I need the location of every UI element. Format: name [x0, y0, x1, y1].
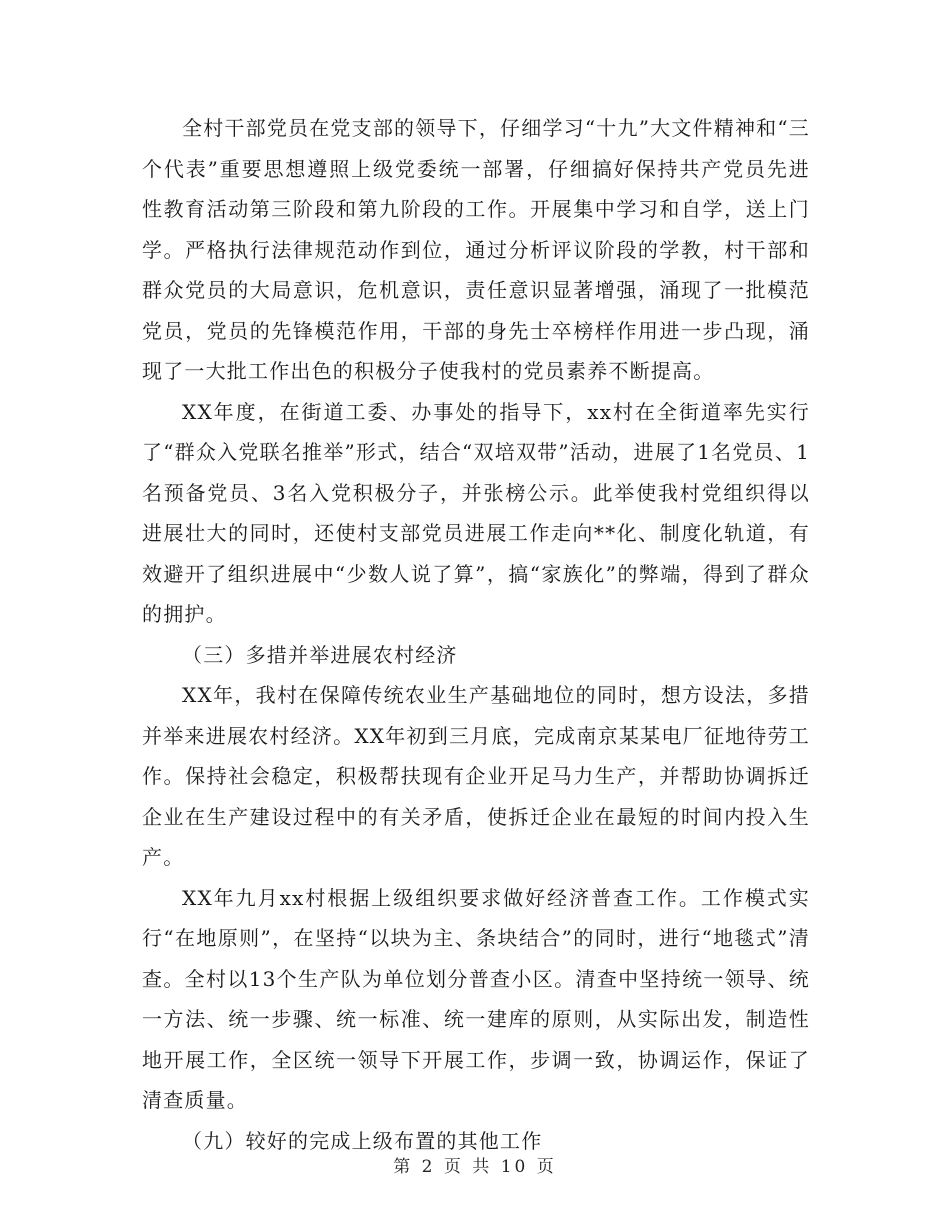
document-body — [142, 108, 810, 1161]
page-number-footer: 第 2 页 共 10 页 — [393, 1157, 557, 1177]
paragraph-rural-economy: XX年，我村在保障传统农业生产基础地位的同时，想方设法，多措并举来进展农村经济。XX年初到三月底，完成南京某某电厂征地待劳工作。保持社会稳定，积极帮扶现有企业开足马力生产，并帮助协调拆迁企业在生产建设过程中的有关矛盾，使拆迁企业在最短的时间内投入生产。 — [142, 683, 810, 869]
paragraph-party-recruitment: XX年度，在街道工委、办事处的指导下，xx村在全街道率先实行了“群众入党联名推举”形式，结合“双培双带”活动，进展了1名党员、1名预备党员、3名入党积极分子，并张榜公示。此举使我村党组织得以进展壮大的同时，还使村支部党员进展工作走向**化、制度化轨道，有效避开了组织进展中“少数人说了算”，搞“家族化”的弊端，得到了群众的拥护。 — [142, 399, 810, 626]
paragraph-economic-census: XX年九月xx村根据上级组织要求做好经济普查工作。工作模式实行“在地原则”，在坚持“以块为主、条块结合”的同时，进行“地毯式”清查。全村以13个生产队为单位划分普查小区。清查中坚持统一领导、统一方法、统一步骤、统一标准、统一建库的原则，从实际出发，制造性地开展工作，全区统一领导下开展工作，步调一致，协调运作，保证了清查质量。 — [142, 885, 810, 1112]
paragraph-party-study: 全村干部党员在党支部的领导下，仔细学习“十九”大文件精神和“三个代表”重要思想遵照上级党委统一部署，仔细搞好保持共产党员先进性教育活动第三阶段和第九阶段的工作。开展集中学习和自学，送上门学。严格执行法律规范动作到位，通过分析评议阶段的学教，村干部和群众党员的大局意识，危机意识，责任意识显著增强，涌现了一批模范党员，党员的先锋模范作用，干部的身先士卒榜样作用进一步凸现，涌现了一大批工作出色的积极分子使我村的党员素养不断提高。 — [142, 116, 810, 383]
section-heading-economy: （三）多措并举进展农村经济 — [182, 642, 458, 667]
section-heading-other-work: （九）较好的完成上级布置的其他工作 — [182, 1128, 543, 1153]
